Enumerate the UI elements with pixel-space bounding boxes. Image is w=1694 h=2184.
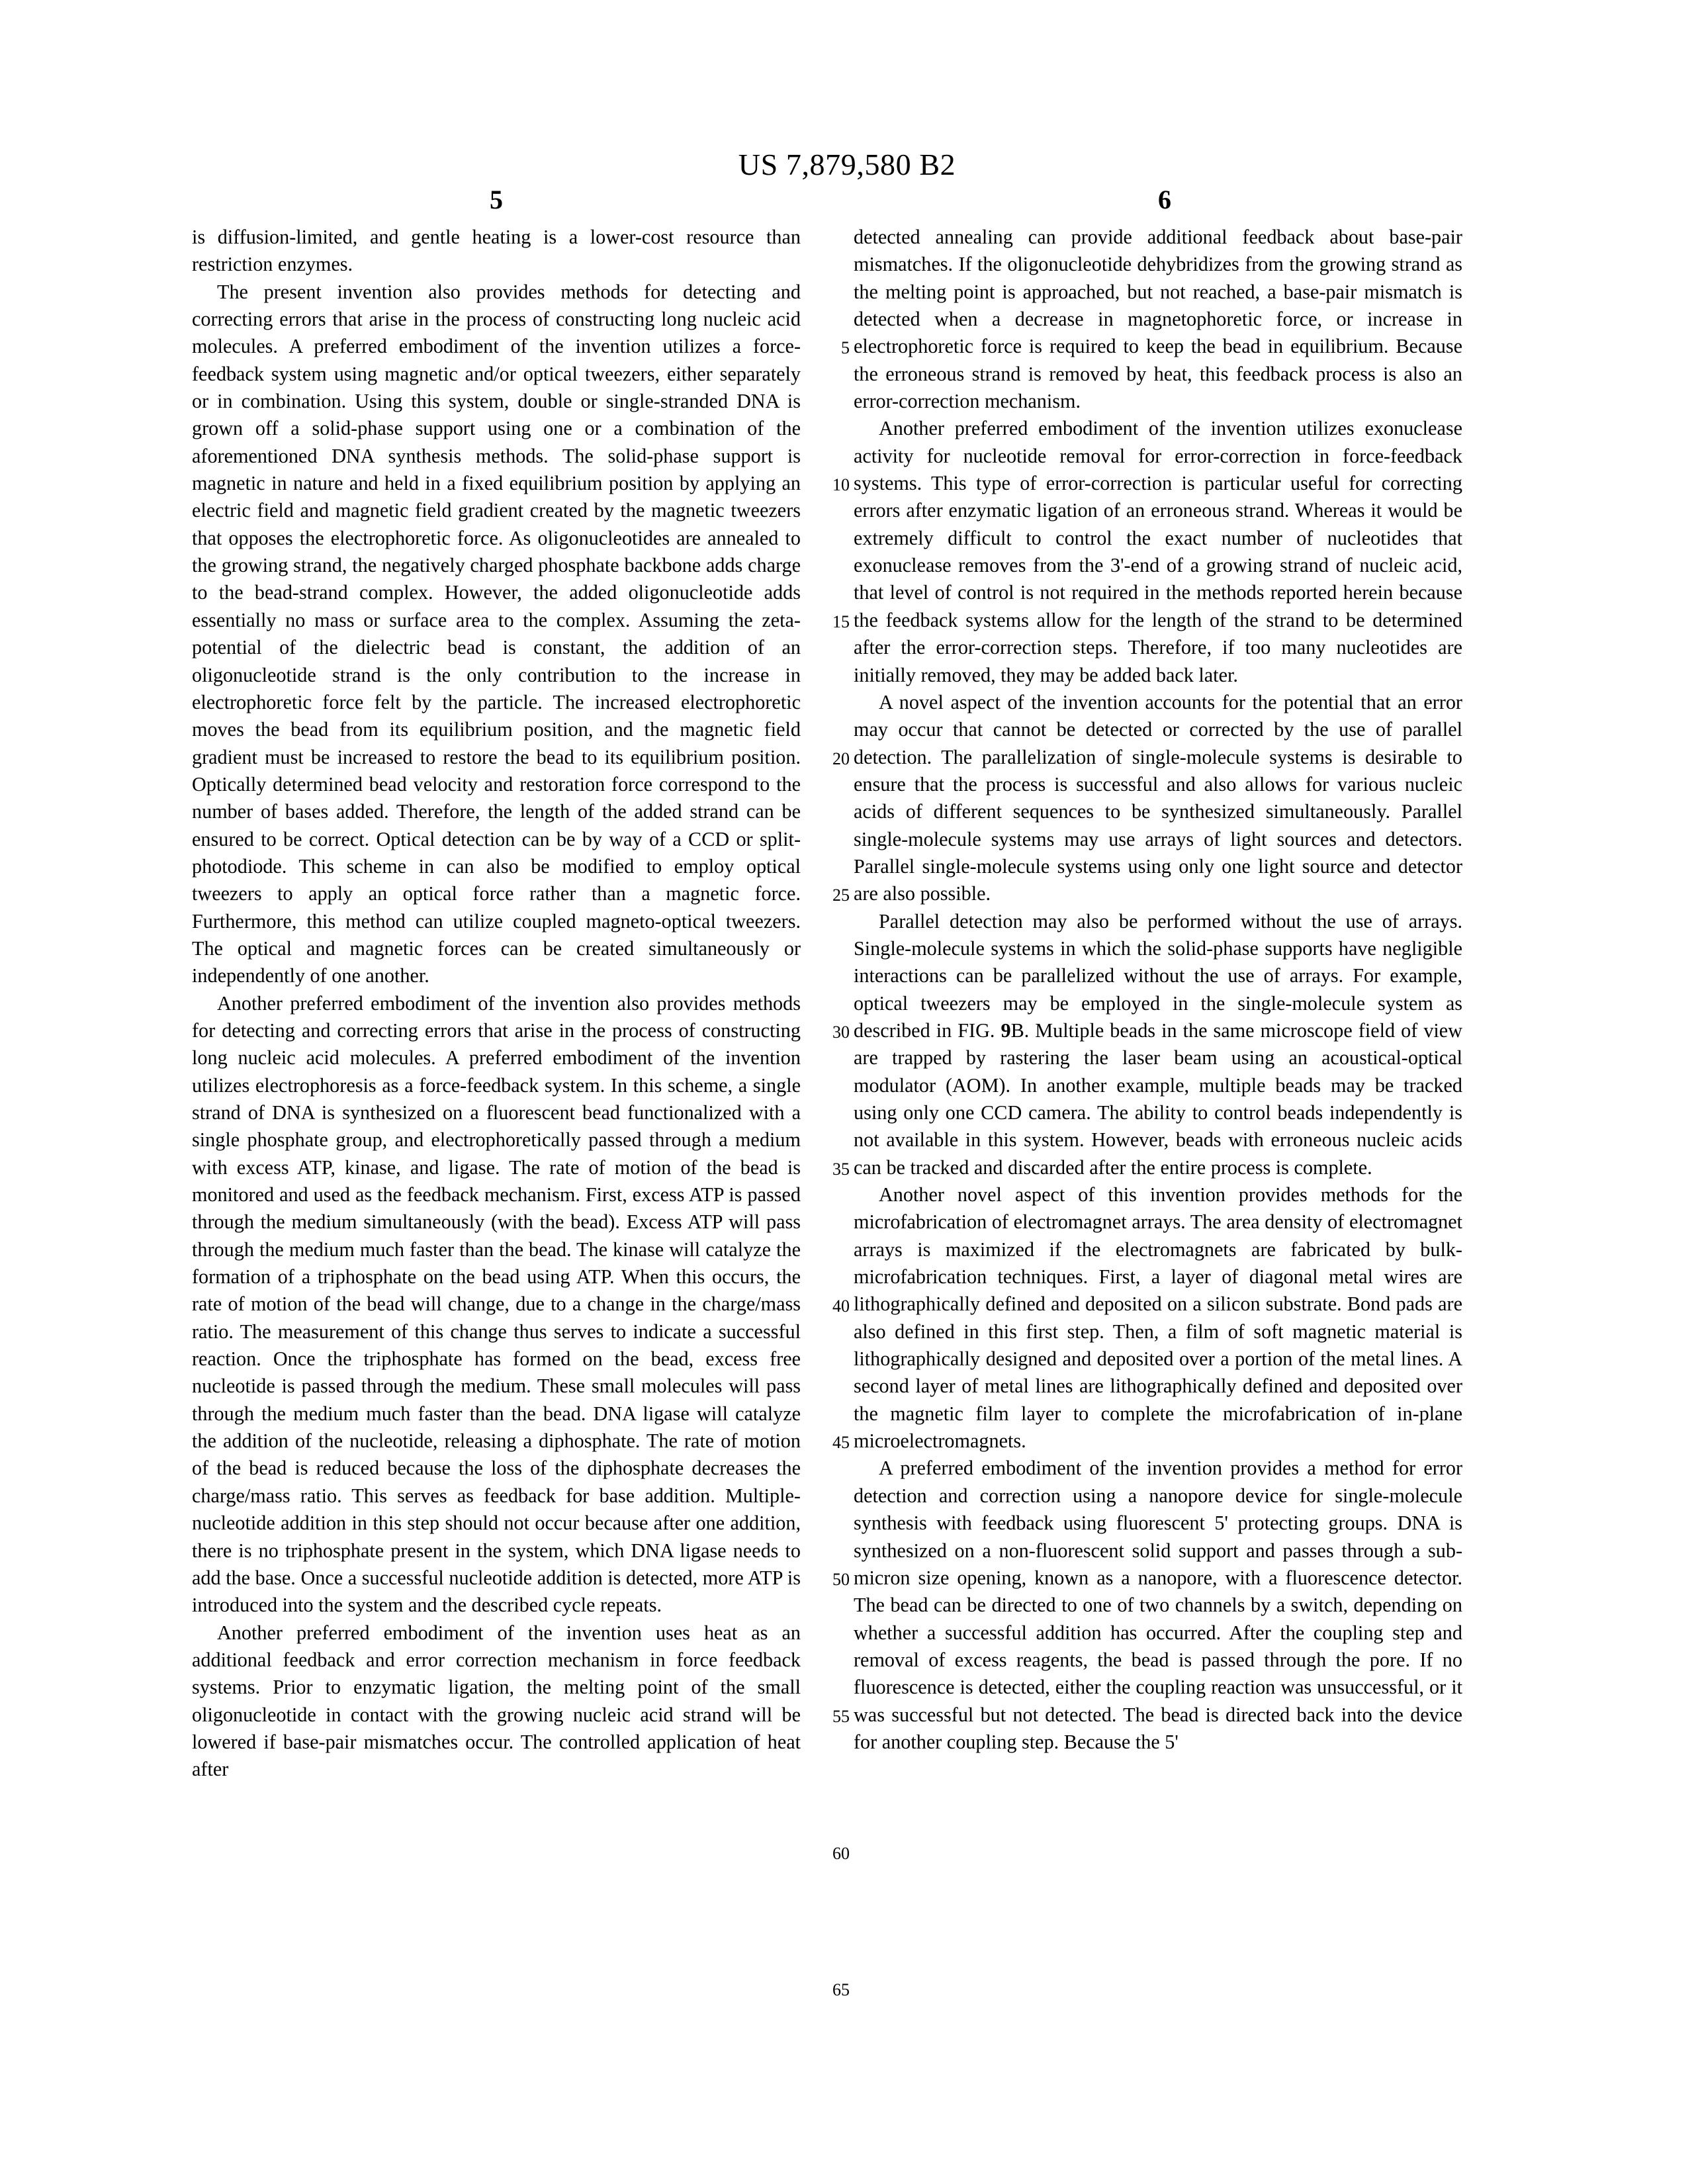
right-text-column (854, 224, 1462, 1756)
paragraph: Parallel detection may also be performed without the use of arrays. Single-molecule systems in which the solid-phase supports have negligible interactions can be parallelized without the use of arrays. For example, optical tweezers may be employed in the single-molecule system as described in FIG. 9B. Multiple beads in the same microscope field of view are trapped by rastering the laser beam using an acoustical-optical modulator (AOM). In another example, multiple beads may be tracked using only one CCD camera. The ability to control beads independently is not available in this system. However, beads with erroneous nucleic acids can be tracked and discarded after the entire process is complete. (854, 909, 1462, 1179)
line-number: 10 (832, 475, 850, 495)
paragraph: Another preferred embodiment of the invention also provides methods for detecting and correcting errors that arise in the process of constructing long nucleic acid molecules. A preferred embodiment of the invention utilizes electrophoresis as a force-feedback system. In this scheme, a single strand of DNA is synthesized on a fluorescent bead functionalized with a single phosphate group, and electrophoretically passed through a medium with excess ATP, kinase, and ligase. The rate of motion of the bead is monitored and used as the feedback mechanism. First, excess ATP is passed through the medium simultaneously (with the bead). Excess ATP will pass through the medium much faster than the bead. The kinase will catalyze the formation of a triphosphate on the bead using ATP. When this occurs, the rate of motion of the bead will change, due to a change in the charge/mass ratio. The measurement of this change thus serves to indicate a successful reaction. Once the triphosphate has formed on the bead, excess free nucleotide is passed through the medium. These small molecules will pass through the medium much faster than the bead. DNA ligase will catalyze the addition of the nucleotide, releasing a diphosphate. The rate of motion of the bead is reduced because the loss of the diphosphate decreases the charge/mass ratio. This serves as feedback for base addition. Multiple-nucleotide addition in this step should not occur because after one addition, there is no triphosphate present in the system, which DNA ligase needs to add the base. Once a successful nucleotide addition is detected, more ATP is introduced into the system and the described cycle repeats. (192, 991, 801, 1617)
line-number: 50 (832, 1570, 850, 1590)
line-number: 65 (832, 1980, 850, 2000)
paragraph: Another preferred embodiment of the invention uses heat as an additional feedback and error correction mechanism in force feedback systems. Prior to enzymatic ligation, the melting point of the small oligonucleotide in contact with the growing nucleic acid strand will be lowered if base-pair mismatches occur. The controlled application of heat after (192, 1621, 801, 1781)
line-number: 40 (832, 1296, 850, 1316)
paragraph: The present invention also provides methods for detecting and correcting errors that arise in the process of constructing long nucleic acid molecules. A preferred embodiment of the invention utilizes a force-feedback system using magnetic and/or optical tweezers, either separately or in combination. Using this system, double or single-stranded DNA is grown off a solid-phase support using one or a combination of the aforementioned DNA synthesis methods. The solid-phase support is magnetic in nature and held in a fixed equilibrium position by applying an electric field and magnetic field gradient created by the magnetic tweezers that opposes the electrophoretic force. As oligonucleotides are annealed to the growing strand, the negatively charged phosphate backbone adds charge to the bead-strand complex. However, the added oligonucleotide adds essentially no mass or surface area to the complex. Assuming the zeta-potential of the dielectric bead is constant, the addition of an oligonucleotide strand is the only contribution to the increase in electrophoretic force felt by the particle. The increased electrophoretic moves the bead from its equilibrium position, and the magnetic field gradient must be increased to restore the bead to its equilibrium position. Optically determined bead velocity and restoration force correspond to the number of bases added. Therefore, the length of the added strand can be ensured to be correct. Optical detection can be by way of a CCD or split-photodiode. This scheme in can also be modified to employ optical tweezers to apply an optical force rather than a magnetic force. Furthermore, this method can utilize coupled magneto-optical tweezers. The optical and magnetic forces can be created simultaneously or independently of one another. (192, 280, 801, 987)
line-number: 55 (832, 1706, 850, 1726)
line-number: 30 (832, 1023, 850, 1042)
line-number: 45 (832, 1433, 850, 1453)
paragraph: is diffusion-limited, and gentle heating is a lower-cost resource than restriction enzymes. (192, 226, 801, 276)
left-text-column (192, 224, 801, 1784)
line-number: 15 (832, 612, 850, 631)
paragraph: Another novel aspect of this invention provides methods for the microfabrication of electromagnet arrays. The area density of electromagnet arrays is maximized if the electromagnets are fabricated by bulk-microfabrication techniques. First, a layer of diagonal metal wires are lithographically defined and deposited on a silicon substrate. Bond pads are also defined in this first step. Then, a film of soft magnetic material is lithographically designed and deposited over a portion of the metal lines. A second layer of metal lines are lithographically defined and deposited over the magnetic film layer to complete the microfabrication of in-plane microelectromagnets. (854, 1183, 1462, 1453)
figure-reference-number: 9 (1001, 1019, 1011, 1042)
paragraph: A preferred embodiment of the invention provides a method for error detection and correction using a nanopore device for single-molecule synthesis with feedback using fluorescent 5' protecting groups. DNA is synthesized on a non-fluorescent solid support and passes through a sub-micron size opening, known as a nanopore, with a fluorescence detector. The bead can be directed to one of two channels by a switch, depending on whether a successful addition has occurred. After the coupling step and removal of excess reagents, the bead is passed through the pore. If no fluorescence is detected, either the coupling reaction was unsuccessful, or it was successful but not detected. The bead is directed back into the device for another coupling step. Because the 5' (854, 1457, 1462, 1753)
line-number: 20 (832, 749, 850, 768)
right-column-number: 6 (1158, 185, 1171, 214)
line-number: 25 (832, 886, 850, 905)
paragraph: Another preferred embodiment of the invention utilizes exonuclease activity for nucleotide removal for error-correction in force-feedback systems. This type of error-correction is particular useful for correcting errors after enzymatic ligation of an erroneous strand. Whereas it would be extremely difficult to control the exact number of nucleotides that exonuclease removes from the 3'-end of a growing strand of nucleic acid, that level of control is not required in the methods reported herein because the feedback systems allow for the length of the strand to be determined after the error-correction steps. Therefore, if too many nucleotides are initially removed, they may be added back later. (854, 417, 1462, 686)
line-number: 35 (832, 1159, 850, 1179)
line-number: 5 (841, 338, 850, 358)
column-number-row (192, 184, 1469, 215)
left-column-number: 5 (490, 185, 503, 214)
paragraph: A novel aspect of the invention accounts for the potential that an error may occur that cannot be detected or corrected by the use of parallel detection. The parallelization of single-molecule systems is desirable to ensure that the process is successful and also allows for various nucleic acids of different sequences to be synthesized simultaneously. Parallel single-molecule systems may use arrays of light sources and detectors. Parallel single-molecule systems using only one light source and detector are also possible. (854, 690, 1462, 905)
column-gutter-spacer (801, 184, 860, 215)
paragraph: detected annealing can provide additional feedback about base-pair mismatches. If the oligonucleotide dehybridizes from the growing strand as the melting point is approached, but not reached, a base-pair mismatch is detected when a decrease in magnetophoretic force, or increase in electrophoretic force is required to keep the bead in equilibrium. Because the erroneous strand is removed by heat, this feedback process is also an error-correction mechanism. (854, 226, 1462, 413)
line-number: 60 (832, 1843, 850, 1863)
patent-number-header: US 7,879,580 B2 (738, 148, 956, 181)
